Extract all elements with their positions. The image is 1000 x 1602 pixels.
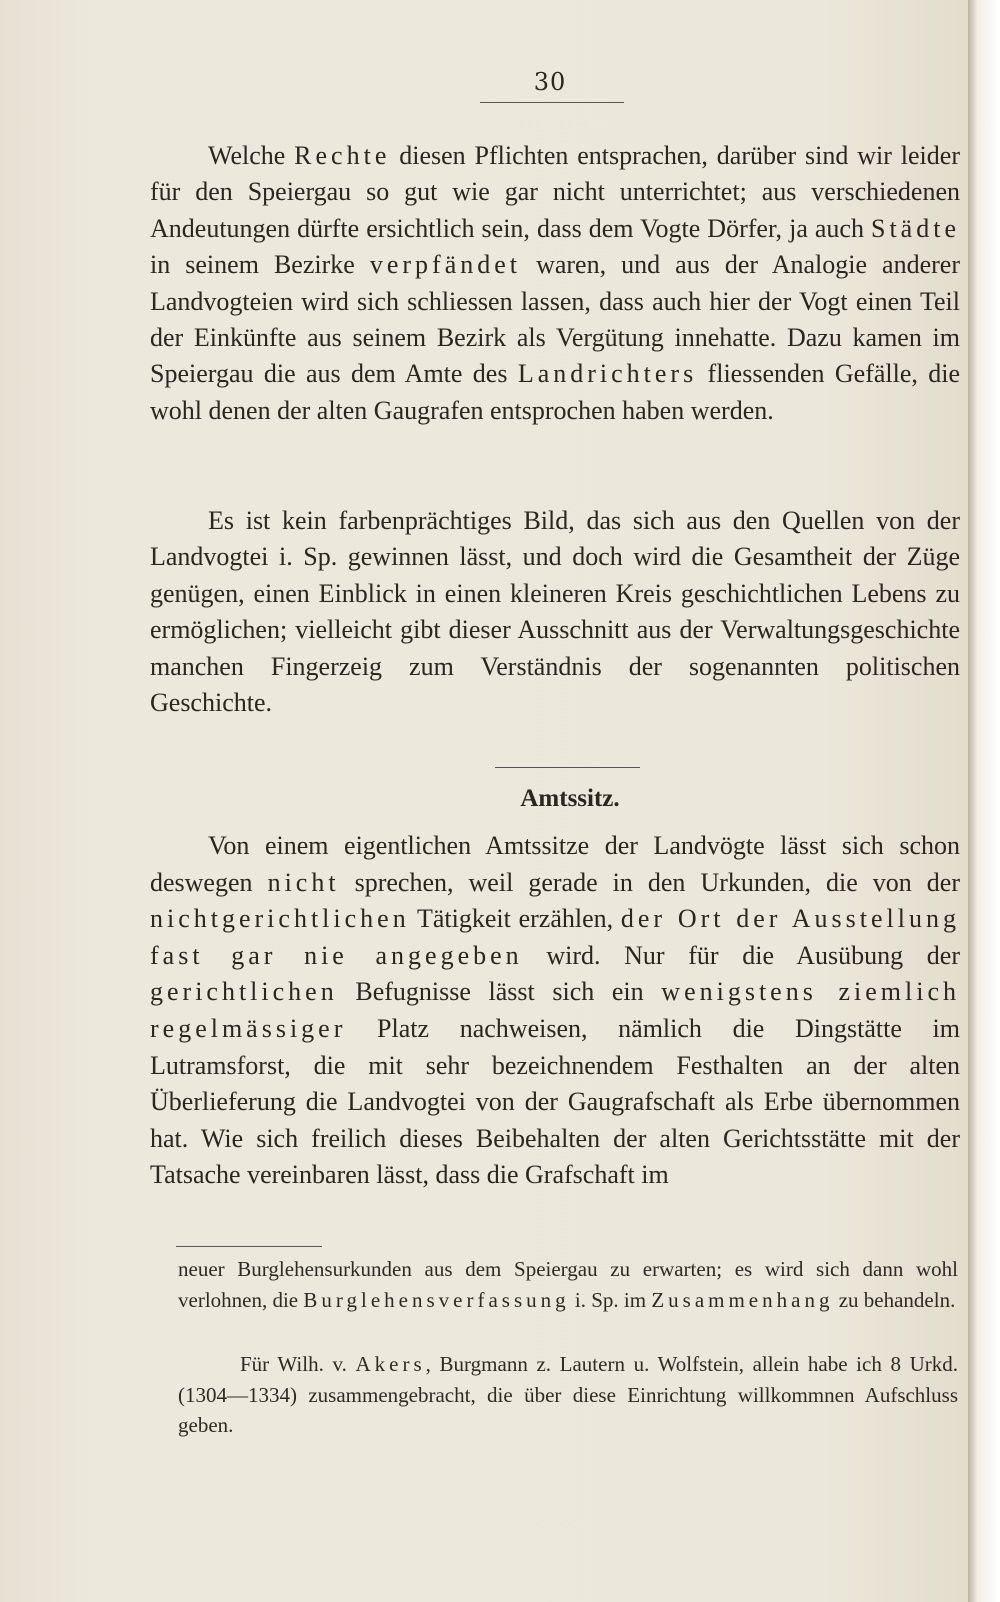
spaced-emphasis: Zusammenhang bbox=[651, 1287, 834, 1312]
header-rule bbox=[480, 102, 624, 103]
spaced-emphasis: nichtgerichtlichen bbox=[150, 904, 410, 934]
section-heading: Amtssitz. bbox=[520, 785, 620, 812]
text-run: waren, und aus der Analogie anderer Landvogteien wird sich schliessen lassen, dass auch hier der Vogt einen Teil der Einkünfte aus seinem Bezirk als Vergütung innehatte. Dazu kamen im Speiergau die aus dem Amte des bbox=[150, 250, 960, 389]
footnote-rule bbox=[176, 1246, 322, 1247]
page-edge bbox=[968, 0, 1000, 1602]
spaced-emphasis: wenigstens ziemlich regelmässiger bbox=[150, 977, 960, 1043]
text-run: , Burgmann z. Lautern u. Wolfstein, allein habe ich 8 Urkd. (1304—1334) zusammengebracht, die über diese Einrichtung willkommnen Aufschluss geben. bbox=[178, 1352, 959, 1437]
text-run: Von einem eigentlichen Amtssitze der Landvögte lässt sich schon deswegen bbox=[150, 831, 960, 897]
text-run: Befugnisse lässt sich ein bbox=[337, 977, 662, 1007]
paragraph-rechte bbox=[150, 138, 960, 429]
spaced-emphasis: Akers bbox=[355, 1352, 426, 1376]
spaced-emphasis: Rechte bbox=[294, 141, 391, 170]
footnote-akers bbox=[178, 1349, 958, 1441]
spaced-emphasis: der Ort der Ausstellung fast gar nie angegeben bbox=[150, 904, 960, 970]
text-run: fliessenden Gefälle, die wohl denen der alten Gaugrafen entsprochen haben werden. bbox=[150, 359, 960, 425]
text-run: zu behandeln. bbox=[833, 1287, 956, 1312]
text-run: Tätigkeit erzählen, bbox=[409, 904, 621, 934]
text-run: sprechen, weil gerade in den Urkunden, die von der bbox=[339, 867, 961, 897]
footnote-continuation bbox=[178, 1254, 958, 1315]
text-run: Für Wilh. v. bbox=[240, 1352, 356, 1376]
spaced-emphasis: Burglehensverfassung bbox=[303, 1287, 570, 1312]
text-run: wird. Nur für die Ausübung der bbox=[522, 940, 960, 970]
spaced-emphasis: gerichtlichen bbox=[150, 977, 338, 1007]
text-run: i. Sp. im bbox=[569, 1287, 652, 1312]
text-run: neuer Burglehensurkunden aus dem Speiergau zu erwarten; es wird sich dann wohl verlohnen, die bbox=[178, 1257, 958, 1312]
paragraph-bild: Es ist kein farbenprächtiges Bild, das sich aus den Quellen von der Landvogtei i. Sp. gewinnen lässt, und doch wird die Gesamtheit der Züge genügen, einen Einblick in einen kleineren Kreis geschichtlichen Lebens zu ermöglichen; vielleicht gibt dieser Ausschnitt aus der Verwaltungsgeschichte manchen Fingerzeig zum Verständnis der sogenannten politischen Geschichte. bbox=[150, 506, 960, 718]
spaced-emphasis: Städte bbox=[871, 213, 960, 243]
text-run: in seinem Bezirke bbox=[150, 250, 370, 280]
spaced-emphasis: Landrichters bbox=[517, 359, 698, 389]
spaced-emphasis: nicht bbox=[267, 867, 340, 897]
section-rule bbox=[495, 767, 640, 768]
paragraph-amtssitz bbox=[150, 828, 960, 1194]
text-run: diesen Pflichten entsprachen, darüber sind wir leider für den Speiergau so gut wie gar nicht unterrichtet; aus verschiedenen Andeutungen dürfte ersichtlich sein, dass dem Vogte Dörfer, ja auch bbox=[150, 141, 960, 243]
text-run: Welche bbox=[208, 141, 295, 170]
page-number: 30 bbox=[533, 68, 567, 96]
spaced-emphasis: verpfändet bbox=[369, 250, 522, 280]
text-run: Platz nachweisen, nämlich die Dingstätte im Lutramsforst, die mit sehr bezeichnendem Festhalten an der alten Überlieferung die Landvogtei von der Gaugrafschaft als Erbe übernommen hat. Wie sich freilich dieses Beibehalten der alten Gerichtsstätte mit der Tatsache vereinbaren lässt, dass die Grafschaft im bbox=[150, 1013, 960, 1190]
